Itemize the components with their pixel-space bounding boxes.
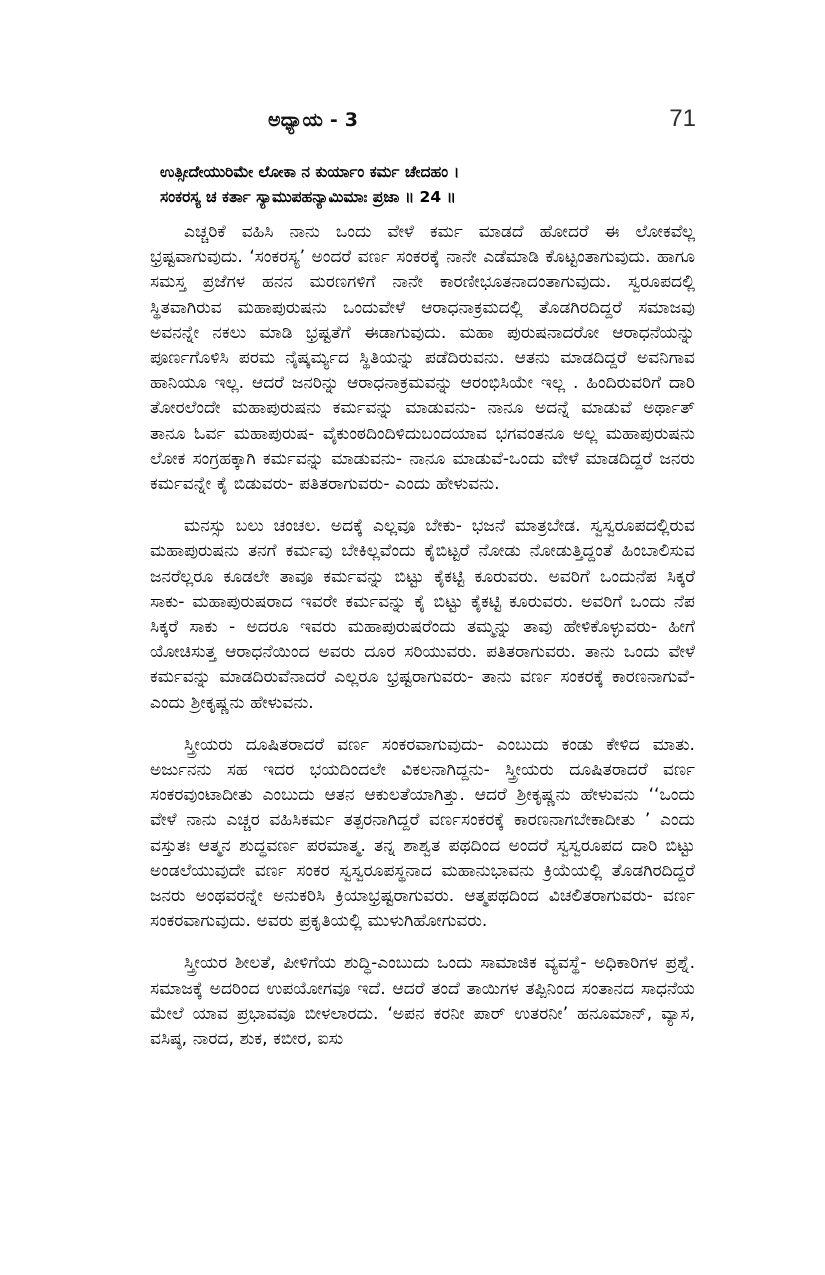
body-paragraph-3: ಸ್ತ್ರೀಯರು ದೂಷಿತರಾದರೆ ವರ್ಣ ಸಂಕರವಾಗುವುದು- ಎಂಬುದು ಕಂಡು ಕೇಳಿದ ಮಾತು. ಅರ್ಜುನನು ಸಹ ಇದರ ಭಯದಿಂದಲೇ ವಿಕಲನಾಗಿದ್ದನು- ಸ್ತ್ರೀಯರು ದೂಷಿತರಾದರೆ ವರ್ಣ ಸಂಕರವುಂಟಾದೀತು ಎಂಬುದು ಆತನ ಆಕುಲತೆಯಾಗಿತ್ತು. ಆದರೆ ಶ್ರೀಕೃಷ್ಣನು ಹೇಳುವನು ‘‘ಒಂದು ವೇಳೆ ನಾನು ಎಚ್ಚರ ವಹಿಸಿಕರ್ಮ ತತ್ಪರನಾಗಿದ್ದರೆ ವರ್ಣಸಂಕರಕ್ಕೆ ಕಾರಣನಾಗಬೇಕಾದೀತು ’ ಎಂದು ವಸ್ತುತಃ ಆತ್ಮನ ಶುದ್ಧವರ್ಣ ಪರಮಾತ್ಮ. ತನ್ನ ಶಾಶ್ವತ ಪಥದಿಂದ ಅಂದರೆ ಸ್ವಸ್ವರೂಪದ ದಾರಿ ಬಿಟ್ಟು ಅಂಡಲೆಯುವುದೇ ವರ್ಣ ಸಂಕರ ಸ್ವಸ್ವರೂಪಸ್ಥನಾದ ಮಹಾನುಭಾವನು ಕ್ರಿಯೆಯಲ್ಲಿ ತೊಡಗಿರದಿದ್ದರೆ ಜನರು ಅಂಥವರನ್ನೇ ಅನುಕರಿಸಿ ಕ್ರಿಯಾಭ್ರಷ್ಟರಾಗುವರು. ಆತ್ಮಪಥದಿಂದ ವಿಚಲಿತರಾಗುವರು- ವರ್ಣ ಸಂಕರವಾಗುವುದು. ಅವರು ಪ್ರಕೃತಿಯಲ್ಲಿ ಮುಳುಗಿಹೋಗುವರು. [150, 734, 695, 932]
body-paragraph-2: ಮನಸ್ಸು ಬಲು ಚಂಚಲ. ಅದಕ್ಕೆ ಎಲ್ಲವೂ ಬೇಕು- ಭಜನೆ ಮಾತ್ರಬೇಡ. ಸ್ವಸ್ವರೂಪದಲ್ಲಿರುವ ಮಹಾಪುರುಷನು ತನಗೆ ಕರ್ಮವು ಬೇಕಿಲ್ಲವೆಂದು ಕೈಬಿಟ್ಟರೆ ನೋಡು ನೋಡುತ್ತಿದ್ದಂತೆ ಹಿಂಬಾಲಿಸುವ ಜನರೆಲ್ಲರೂ ಕೂಡಲೇ ತಾವೂ ಕರ್ಮವನ್ನು ಬಿಟ್ಟು ಕೈಕಟ್ಟಿ ಕೂರುವರು. ಅವರಿಗೆ ಒಂದುನೆಪ ಸಿಕ್ಕರೆ ಸಾಕು- ಮಹಾಪುರುಷರಾದ ಇವರೇ ಕರ್ಮವನ್ನು ಕೈ ಬಿಟ್ಟು ಕೈಕಟ್ಟಿ ಕೂರುವರು. ಅವರಿಗೆ ಒಂದು ನೆಪ ಸಿಕ್ಕರೆ ಸಾಕು - ಅದರೂ ಇವರು ಮಹಾಪುರುಷರೆಂದು ತಮ್ಮನ್ನು ತಾವು ಹೇಳಿಕೊಳ್ಳುವರು- ಹೀಗೆ ಯೋಚಿಸುತ್ತ ಆರಾಧನೆಯಿಂದ ಅವರು ದೂರ ಸರಿಯುವರು. ಪತಿತರಾಗುವರು. ತಾನು ಒಂದು ವೇಳೆ ಕರ್ಮವನ್ನು ಮಾಡದಿರುವೆನಾದರೆ ಎಲ್ಲರೂ ಭ್ರಷ್ಟರಾಗುವರು- ತಾನು ವರ್ಣ ಸಂಕರಕ್ಕೆ ಕಾರಣನಾಗುವೆ- ಎಂದು ಶ್ರೀಕೃಷ್ಣನು ಹೇಳುವನು. [150, 516, 695, 713]
shloka-line-2: ಸಂಕರಸ್ಯ ಚ ಕರ್ತಾ ಸ್ಯಾಮುಪಹನ್ಯಾಮಿಮಾಃ ಪ್ರಜಾ ॥ 24 ॥ [160, 188, 456, 206]
running-head [150, 105, 710, 139]
body-paragraph-4: ಸ್ತ್ರೀಯರ ಶೀಲತೆ, ಪೀಳಿಗೆಯ ಶುದ್ಧಿ-ಎಂಬುದು ಒಂದು ಸಾಮಾಜಿಕ ವ್ಯವಸ್ಥೆ- ಅಧಿಕಾರಿಗಳ ಪ್ರಶ್ನೆ. ಸಮಾಜಕ್ಕೆ ಅದರಿಂದ ಉಪಯೋಗವೂ ಇದೆ. ಆದರೆ ತಂದೆ ತಾಯಿಗಳ ತಪ್ಪಿನಿಂದ ಸಂತಾನದ ಸಾಧನೆಯ ಮೇಲೆ ಯಾವ ಪ್ರಭಾವವೂ ಬೀಳಲಾರದು. ‘ಅಪನ ಕರನೀ ಪಾರ್ ಉತರನೀ’ ಹನೂಮಾನ್, ವ್ಯಾಸ, ವಸಿಷ್ಠ, ನಾರದ, ಶುಕ, ಕಬೀರ, ಐಸು [150, 953, 695, 1050]
shloka-verse [160, 160, 695, 210]
chapter-label: ಅಧ್ಯಾಯ - 3 [268, 109, 359, 131]
text-column [150, 160, 695, 1052]
body-paragraph-1: ಎಚ್ಚರಿಕೆ ವಹಿಸಿ ನಾನು ಒಂದು ವೇಳೆ ಕರ್ಮ ಮಾಡದೆ ಹೋದರೆ ಈ ಲೋಕವೆಲ್ಲ ಭ್ರಷ್ಟವಾಗುವುದು. ‘ಸಂಕರಸ್ಯ’ ಅಂದರೆ ವರ್ಣ ಸಂಕರಕ್ಕೆ ನಾನೇ ಎಡೆಮಾಡಿ ಕೊಟ್ಟಂತಾಗುವುದು. ಹಾಗೂ ಸಮಸ್ತ ಪ್ರಜೆಗಳ ಹನನ ಮರಣಗಳಿಗೆ ನಾನೇ ಕಾರಣೀಭೂತನಾದಂತಾಗುವುದು. ಸ್ವರೂಪದಲ್ಲಿ ಸ್ಥಿತವಾಗಿರುವ ಮಹಾಪುರುಷನು ಒಂದುವೇಳೆ ಆರಾಧನಾಕ್ರಮದಲ್ಲಿ ತೊಡಗಿರದಿದ್ದರೆ ಸಮಾಜವು ಅವನನ್ನೇ ನಕಲು ಮಾಡಿ ಭ್ರಷ್ಟತೆಗೆ ಈಡಾಗುವುದು. ಮಹಾ ಪುರುಷನಾದರೋ ಆರಾಧನೆಯನ್ನು ಪೂರ್ಣಗೊಳಿಸಿ ಪರಮ ನೈಷ್ಕರ್ಮ್ಯದ ಸ್ಥಿತಿಯನ್ನು ಪಡೆದಿರುವನು. ಆತನು ಮಾಡದಿದ್ದರೆ ಅವನಿಗಾವ ಹಾನಿಯೂ ಇಲ್ಲ. ಆದರೆ ಜನರಿನ್ನು ಆರಾಧನಾಕ್ರಮವನ್ನು ಆರಂಭಿಸಿಯೇ ಇಲ್ಲ . ಹಿಂದಿರುವರಿಗೆ ದಾರಿ ತೋರಲೆಂದೇ ಮಹಾಪುರುಷನು ಕರ್ಮವನ್ನು ಮಾಡುವನು- ನಾನೂ ಅದನ್ನೆ ಮಾಡುವೆ ಅರ್ಥಾತ್ ತಾನೂ ಓರ್ವ ಮಹಾಪುರುಷ- ವೈಕುಂಠದಿಂದಿಳಿದುಬಂದಯಾವ ಭಗವಂತನೂ ಅಲ್ಲ ಮಹಾಪುರುಷನು ಲೋಕ ಸಂಗ್ರಹಕ್ಕಾಗಿ ಕರ್ಮವನ್ನು ಮಾಡುವನು- ನಾನೂ ಮಾಡುವೆ-ಒಂದು ವೇಳೆ ಮಾಡದಿದ್ದರೆ ಜನರು ಕರ್ಮವನ್ನೇ ಕೈ ಬಿಡುವರು- ಪತಿತರಾಗುವರು- ಎಂದು ಹೇಳುವನು. [150, 222, 695, 495]
shloka-line-1: ಉತ್ಸೀದೇಯುರಿಮೇ ಲೋಕಾ ನ ಕುರ್ಯಾಂ ಕರ್ಮ ಚೇದಹಂ । [160, 163, 460, 181]
page-number: 71 [669, 105, 696, 132]
